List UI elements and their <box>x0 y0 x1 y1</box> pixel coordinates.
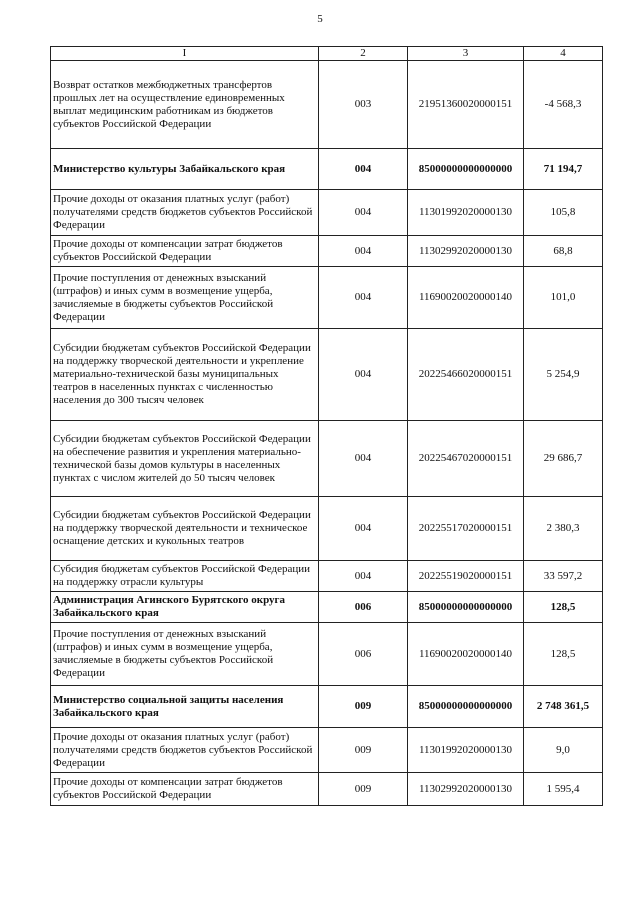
row-kbk: 85000000000000000 <box>408 686 524 728</box>
row-amount: 29 686,7 <box>524 421 603 497</box>
header-col-1: I <box>51 47 319 61</box>
row-kbk: 85000000000000000 <box>408 149 524 190</box>
row-amount: 2 380,3 <box>524 497 603 561</box>
header-col-3: 3 <box>408 47 524 61</box>
row-kbk: 20225519020000151 <box>408 561 524 592</box>
row-kbk: 21951360020000151 <box>408 61 524 149</box>
row-kbk: 11301992020000130 <box>408 190 524 236</box>
row-amount: 9,0 <box>524 728 603 773</box>
row-kbk: 11302992020000130 <box>408 773 524 806</box>
table-header-row <box>51 47 603 61</box>
row-code: 009 <box>319 773 408 806</box>
row-name: Субсидии бюджетам субъектов Российской Федерации на обеспечение развития и укрепления материально-технической базы домов культуры в населенных пунктах с числом жителей до 50 тысяч человек <box>51 421 319 497</box>
row-code: 004 <box>319 497 408 561</box>
row-name: Прочие доходы от компенсации затрат бюджетов субъектов Российской Федерации <box>51 773 319 806</box>
row-kbk: 85000000000000000 <box>408 592 524 623</box>
row-code: 004 <box>319 267 408 329</box>
table-row <box>51 497 603 561</box>
row-amount: 33 597,2 <box>524 561 603 592</box>
row-amount: 5 254,9 <box>524 329 603 421</box>
row-code: 004 <box>319 190 408 236</box>
page-number: 5 <box>317 13 323 25</box>
row-name: Администрация Агинского Бурятского округа Забайкальского края <box>51 592 319 623</box>
row-name: Прочие доходы от оказания платных услуг (работ) получателями средств бюджетов субъектов Российской Федерации <box>51 190 319 236</box>
row-amount: 2 748 361,5 <box>524 686 603 728</box>
table-row <box>51 561 603 592</box>
row-code: 009 <box>319 686 408 728</box>
row-amount: 68,8 <box>524 236 603 267</box>
row-name: Субсидии бюджетам субъектов Российской Федерации на поддержку творческой деятельности и укрепление материально-технической базы муниципальных театров в населенных пунктах с численностью населения до 300 тысяч человек <box>51 329 319 421</box>
row-name: Возврат остатков межбюджетных трансфертов прошлых лет на осуществление единовременных выплат медицинским работникам из бюджетов субъектов Российской Федерации <box>51 61 319 149</box>
row-amount: 128,5 <box>524 592 603 623</box>
revenue-table <box>50 46 603 806</box>
row-amount: 1 595,4 <box>524 773 603 806</box>
row-kbk: 20225466020000151 <box>408 329 524 421</box>
row-kbk: 20225467020000151 <box>408 421 524 497</box>
table-row <box>51 61 603 149</box>
row-kbk: 11302992020000130 <box>408 236 524 267</box>
table-row <box>51 329 603 421</box>
row-name: Прочие поступления от денежных взысканий (штрафов) и иных сумм в возмещение ущерба, зачисляемые в бюджеты субъектов Российской Федерации <box>51 623 319 686</box>
row-amount: -4 568,3 <box>524 61 603 149</box>
table-row <box>51 149 603 190</box>
table-row <box>51 267 603 329</box>
row-kbk: 11690020020000140 <box>408 267 524 329</box>
table-row <box>51 686 603 728</box>
row-name: Прочие доходы от компенсации затрат бюджетов субъектов Российской Федерации <box>51 236 319 267</box>
row-name: Субсидии бюджетам субъектов Российской Федерации на поддержку творческой деятельности и техническое оснащение детских и кукольных театров <box>51 497 319 561</box>
row-amount: 71 194,7 <box>524 149 603 190</box>
table-row <box>51 592 603 623</box>
table-row <box>51 190 603 236</box>
row-code: 004 <box>319 149 408 190</box>
row-kbk: 11690020020000140 <box>408 623 524 686</box>
row-kbk: 11301992020000130 <box>408 728 524 773</box>
row-code: 009 <box>319 728 408 773</box>
row-code: 004 <box>319 421 408 497</box>
header-col-2: 2 <box>319 47 408 61</box>
row-amount: 105,8 <box>524 190 603 236</box>
table-row <box>51 728 603 773</box>
row-code: 004 <box>319 236 408 267</box>
row-code: 004 <box>319 561 408 592</box>
row-code: 006 <box>319 623 408 686</box>
row-name: Субсидия бюджетам субъектов Российской Федерации на поддержку отрасли культуры <box>51 561 319 592</box>
row-code: 006 <box>319 592 408 623</box>
table-row <box>51 623 603 686</box>
row-amount: 128,5 <box>524 623 603 686</box>
table-row <box>51 773 603 806</box>
row-name: Прочие поступления от денежных взысканий (штрафов) и иных сумм в возмещение ущерба, зачисляемые в бюджеты субъектов Российской Федерации <box>51 267 319 329</box>
row-code: 003 <box>319 61 408 149</box>
row-amount: 101,0 <box>524 267 603 329</box>
row-code: 004 <box>319 329 408 421</box>
row-kbk: 20225517020000151 <box>408 497 524 561</box>
table-row <box>51 236 603 267</box>
row-name: Министерство культуры Забайкальского края <box>51 149 319 190</box>
header-col-4: 4 <box>524 47 603 61</box>
row-name: Министерство социальной защиты населения Забайкальского края <box>51 686 319 728</box>
table-row <box>51 421 603 497</box>
row-name: Прочие доходы от оказания платных услуг (работ) получателями средств бюджетов субъектов Российской Федерации <box>51 728 319 773</box>
